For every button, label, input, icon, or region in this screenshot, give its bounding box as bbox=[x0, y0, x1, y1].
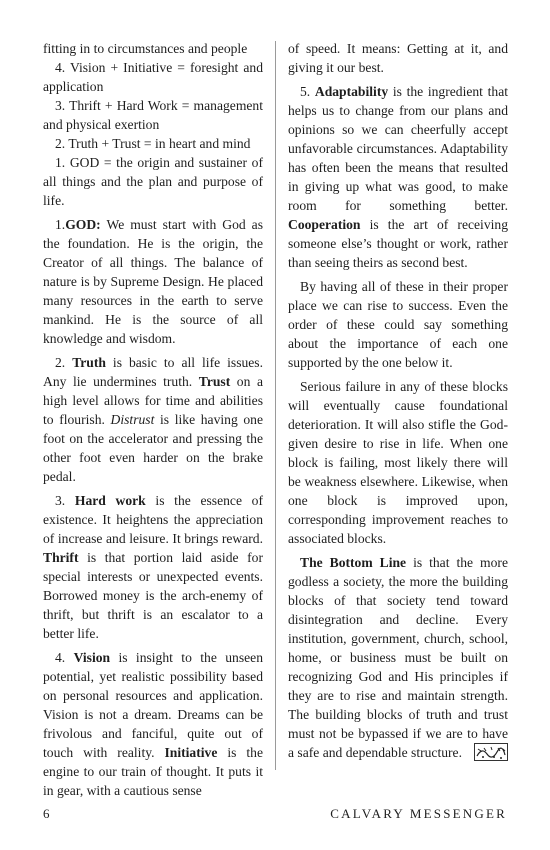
item-number: 3. bbox=[55, 493, 75, 508]
paragraph-text: is that the more godless a society, the more the building blocks of that society tend toward disintegration and decline. Every institution, government, church, school, home, or business must be built on recognizing God and His principles if they are to rise and maintain strength. The building blocks of truth and trust must not be bypassed if we are to have a safe and dependable structure. bbox=[288, 555, 508, 760]
paragraph-text: We must start with God as the foundation. He is the origin, the Creator of all things. The balance of nature is by Supreme Design. He placed many resources in the earth to serve mankind. He is the source of all knowledge and wisdom. bbox=[43, 217, 263, 346]
term-hard-work: Hard work bbox=[74, 493, 146, 508]
paragraph-text: is basic to all life issues. Any lie undermines truth. bbox=[43, 355, 263, 389]
term-bottom-line: The Bottom Line bbox=[300, 555, 407, 570]
column-divider bbox=[275, 41, 276, 770]
item-number: 5. bbox=[300, 84, 315, 99]
term-adaptability: Adaptability bbox=[314, 84, 389, 99]
term-trust: Trust bbox=[198, 374, 231, 389]
paragraph-text: is the art of receiving someone else’s thought or work, rather than seeing theirs as second best. bbox=[288, 217, 508, 270]
item-number: 1. bbox=[55, 217, 66, 232]
paragraph-god bbox=[43, 215, 263, 348]
term-distrust: Distrust bbox=[110, 412, 155, 427]
list-line: 1. GOD = the origin and sustainer of all things and the plan and purpose of life. bbox=[43, 155, 263, 208]
paragraph-text: on a high level allows for time and abilities to flourish. bbox=[43, 374, 263, 427]
paragraph-vision bbox=[43, 648, 263, 800]
term-initiative: Initiative bbox=[164, 745, 218, 760]
right-column bbox=[288, 39, 508, 762]
paragraph-serious-failure: Serious failure in any of these blocks will eventually cause foundational deterioration. It will also stifle the God-given desire to rise in life. When one block is failing, most likely there will be weakness elsewhere. Likewise, when one block is improved upon, corresponding improvement reaches to associated blocks. bbox=[288, 379, 508, 546]
list-line: 3. Thrift + Hard Work = management and physical exertion bbox=[43, 98, 263, 132]
list-line: fitting in to circumstances and people bbox=[43, 41, 248, 56]
end-ornament-icon bbox=[474, 743, 508, 761]
term-truth: Truth bbox=[72, 355, 106, 370]
item-number: 2. bbox=[55, 355, 73, 370]
paragraph-bottom-line bbox=[288, 553, 508, 762]
page-number: 6 bbox=[43, 806, 50, 821]
paragraph-adaptability bbox=[288, 82, 508, 272]
term-cooperation: Cooperation bbox=[288, 217, 361, 232]
paragraph-truth bbox=[43, 353, 263, 486]
paragraph-continued: of speed. It means: Getting at it, and giving it our best. bbox=[288, 41, 508, 75]
paragraph-text: is the engine to our train of thought. It puts it in gear, with a cautious sense bbox=[43, 745, 263, 798]
paragraph-text: is that portion laid aside for special interests or unexpected events. Borrowed money is the arch-enemy of thrift, but thrift is an escalator to a better life. bbox=[43, 550, 263, 641]
term-god: GOD: bbox=[65, 217, 101, 232]
paragraph-proper-place: By having all of these in their proper place we can rise to success. Even the order of these could say something about the importance of each one supported by the one below it. bbox=[288, 279, 508, 370]
paragraph-text: is the ingredient that helps us to change from our plans and opinions so we can cheerfully accept unfavorable circumstances. Adaptability has often been the means that resulted in giving up what was good, to make room for something better. bbox=[288, 84, 509, 213]
list-line: 2. Truth + Trust = in heart and mind bbox=[55, 136, 251, 151]
term-vision: Vision bbox=[73, 650, 111, 665]
left-column bbox=[43, 39, 263, 800]
paragraph-text: is like having one foot on the accelerator and pressing the other foot even harder on the brake pedal. bbox=[43, 412, 264, 484]
publication-title: CALVARY MESSENGER bbox=[330, 806, 507, 821]
paragraph-text: is insight to the unseen potential, yet realistic possibility based on personal resources and application. Vision is not a dream. Dreams can be frivolous and fanciful, quite out of touch with reality. bbox=[43, 650, 264, 760]
paragraph-hard-work bbox=[43, 491, 263, 643]
term-thrift: Thrift bbox=[43, 550, 79, 565]
list-line: 4. Vision + Initiative = foresight and application bbox=[43, 60, 263, 94]
paragraph-text: is the essence of existence. It heightens the appreciation of increase and leisure. It brings reward. bbox=[43, 493, 263, 546]
item-number: 4. bbox=[55, 650, 74, 665]
